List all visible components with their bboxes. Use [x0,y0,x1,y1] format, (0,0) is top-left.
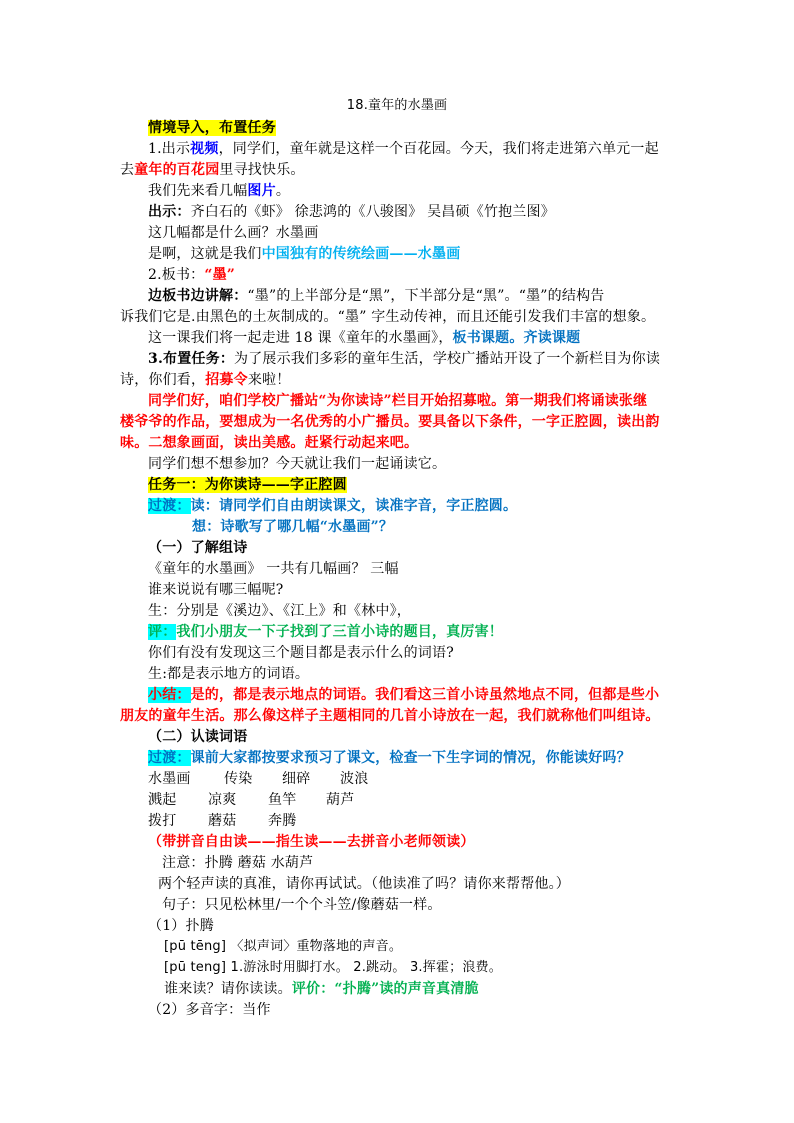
paragraph-line: 谁来读？请你读读。评价：“扑腾”读的声音真清脆 [164,981,479,997]
recruitment-notice-line: 同学们好，咱们学校广播站“为你读诗”栏目开始招募啦。第一期我们将诵读张继 [148,393,648,409]
word: 奔腾 [268,813,297,829]
section-heading-intro: 情境导入，布置任务 [148,120,276,136]
word: 葫芦 [326,792,355,808]
paragraph-line: 出示：齐白石的《虾》 徐悲鸿的《八骏图》 吴昌硕《竹抱兰图》 [148,204,555,220]
paragraph-line: 生：分别是《溪边》、《江上》和《林中》， [148,603,411,619]
pinyin-definition: [pū teng] 1.游泳时用脚打水。 2.跳动。 3.挥霍；浪费。 [164,960,502,975]
word: 波浪 [340,771,369,787]
paragraph-line: 我们先来看几幅图片。 [148,183,291,199]
recruitment-notice-line: 楼爷爷的作品，要想成为一名优秀的小广播员。要具备以下条件，一字正腔圆，读出韵 [120,414,660,430]
paragraph-line: （2）多音字：当作 [148,1002,271,1018]
paragraph-line: 《童年的水墨画》 一共有几幅画？ 三幅 [148,561,399,577]
paragraph-line: 诉我们它是.由黑色的土灰制成的。“墨” 字生动传神，而且还能引发我们丰富的想象。 [120,309,656,325]
word: 水墨画 [148,771,191,787]
reading-instruction: （带拼音自由读——指生读——去拼音小老师领读） [148,834,475,850]
paragraph-line: 是啊，这就是我们中国独有的传统绘画——水墨画 [148,246,461,262]
subsection-heading: （二）认读词语 [148,729,248,745]
word-row [148,769,368,789]
task-heading: 任务一：为你读诗——字正腔圆 [148,477,347,493]
document-title: 18.童年的水墨画 [346,98,448,113]
word: 细碎 [282,771,311,787]
paragraph-line: 2.板书：“墨” [148,267,236,283]
word: 传染 [224,771,253,787]
word: 溅起 [148,792,177,808]
paragraph-line: 你们有没有发现这三个题目都是表示什么的词语? [148,645,454,661]
paragraph-line: 想：诗歌写了哪几幅“水墨画”？ [192,519,394,535]
paragraph-line: 这一课我们将一起走进 18 课《童年的水墨画》，板书课题。齐读课题 [148,330,581,346]
word: 蘑菇 [208,813,237,829]
paragraph-line: 评：我们小朋友一下子找到了三首小诗的题目，真厉害！ [148,624,504,640]
paragraph-line: 小结：是的，都是表示地点的词语。我们看这三首小诗虽然地点不同，但都是些小 [148,687,660,703]
paragraph-line: 注意：扑腾 蘑菇 水葫芦 [162,855,314,871]
paragraph-line: 朋友的童年生活。那么像这样子主题相同的几首小诗放在一起，我们就称他们叫组诗。 [120,708,660,724]
paragraph-line: 过渡：读：请同学们自由朗读课文，读准字音，字正腔圆。 [148,498,518,514]
paragraph-line: 这几幅都是什么画？水墨画 [148,225,319,241]
paragraph-line: （1）扑腾 [148,918,214,934]
subsection-heading: （一）了解组诗 [148,540,248,556]
word-row [148,790,354,810]
recruitment-notice-line: 味。二想象画面，读出美感。赶紧行动起来吧。 [120,435,419,451]
paragraph-line: 谁来说说有哪三幅呢? [148,582,284,598]
paragraph-line: 去童年的百花园里寻找快乐。 [120,162,305,178]
word: 凉爽 [208,792,237,808]
word: 拨打 [148,813,177,829]
paragraph-line: 3.布置任务：为了展示我们多彩的童年生活，学校广播站开设了一个新栏目为你读 [148,351,661,367]
word-row [148,811,296,831]
paragraph-line: 生:都是表示地方的词语。 [148,666,310,682]
word: 鱼竿 [268,792,297,808]
paragraph-line: 过渡：课前大家都按要求预习了课文，检查一下生字词的情况，你能读好吗？ [148,750,631,766]
paragraph-line: 诗，你们看，招募令来啦！ [120,372,291,388]
pinyin-definition: [pū tēng] 〈拟声词〉重物落地的声音。 [164,939,403,954]
paragraph-line: 边板书边讲解：“墨”的上半部分是“黑”，下半部分是“黑”。“墨”的结构告 [148,288,605,304]
paragraph-line: 同学们想不想参加？今天就让我们一起诵读它。 [148,456,447,472]
paragraph-line: 1.出示视频，同学们，童年就是这样一个百花园。今天，我们将走进第六单元一起 [148,141,659,157]
paragraph-line: 句子：只见松林里/一个个斗笠/像蘑菇一样。 [162,897,442,913]
paragraph-line: 两个轻声读的真准，请你再试试。（他读准了吗？请你来帮帮他。） [158,876,570,892]
